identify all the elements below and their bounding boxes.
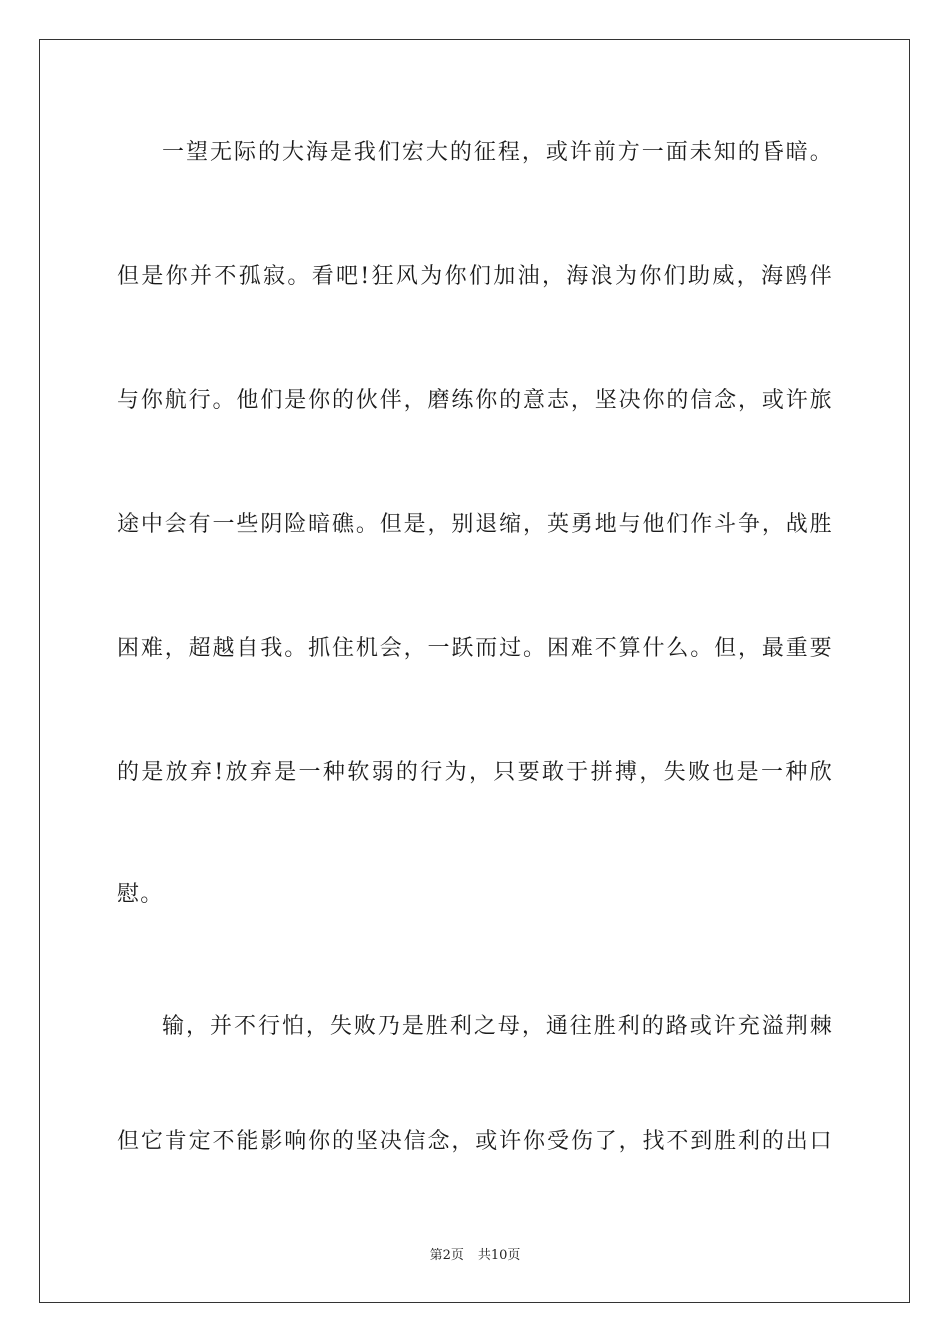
page-border [39,39,910,1303]
paragraph-line: 的是放弃!放弃是一种软弱的行为，只要敢于拼搏，失败也是一种欣 [117,760,833,785]
page-footer [0,1247,950,1265]
paragraph-line: 困难，超越自我。抓住机会，一跃而过。困难不算什么。但，最重要 [117,636,833,661]
paragraph-line: 慰。 [117,882,164,907]
page-total: 共10页 [477,1248,521,1263]
page-number: 第2页 [429,1248,464,1263]
paragraph-line: 途中会有一些阴险暗礁。但是，别退缩，英勇地与他们作斗争，战胜 [117,512,833,537]
paragraph-line: 但是你并不孤寂。看吧!狂风为你们加油，海浪为你们助威，海鸥伴 [117,264,833,289]
paragraph-line: 但它肯定不能影响你的坚决信念，或许你受伤了，找不到胜利的出口 [117,1129,833,1154]
paragraph-line: 输，并不行怕，失败乃是胜利之母，通往胜利的路或许充溢荆棘 [162,1014,833,1039]
paragraph-line: 一望无际的大海是我们宏大的征程，或许前方一面未知的昏暗。 [162,140,833,165]
paragraph-line: 与你航行。他们是你的伙伴，磨练你的意志，坚决你的信念，或许旅 [117,388,833,413]
